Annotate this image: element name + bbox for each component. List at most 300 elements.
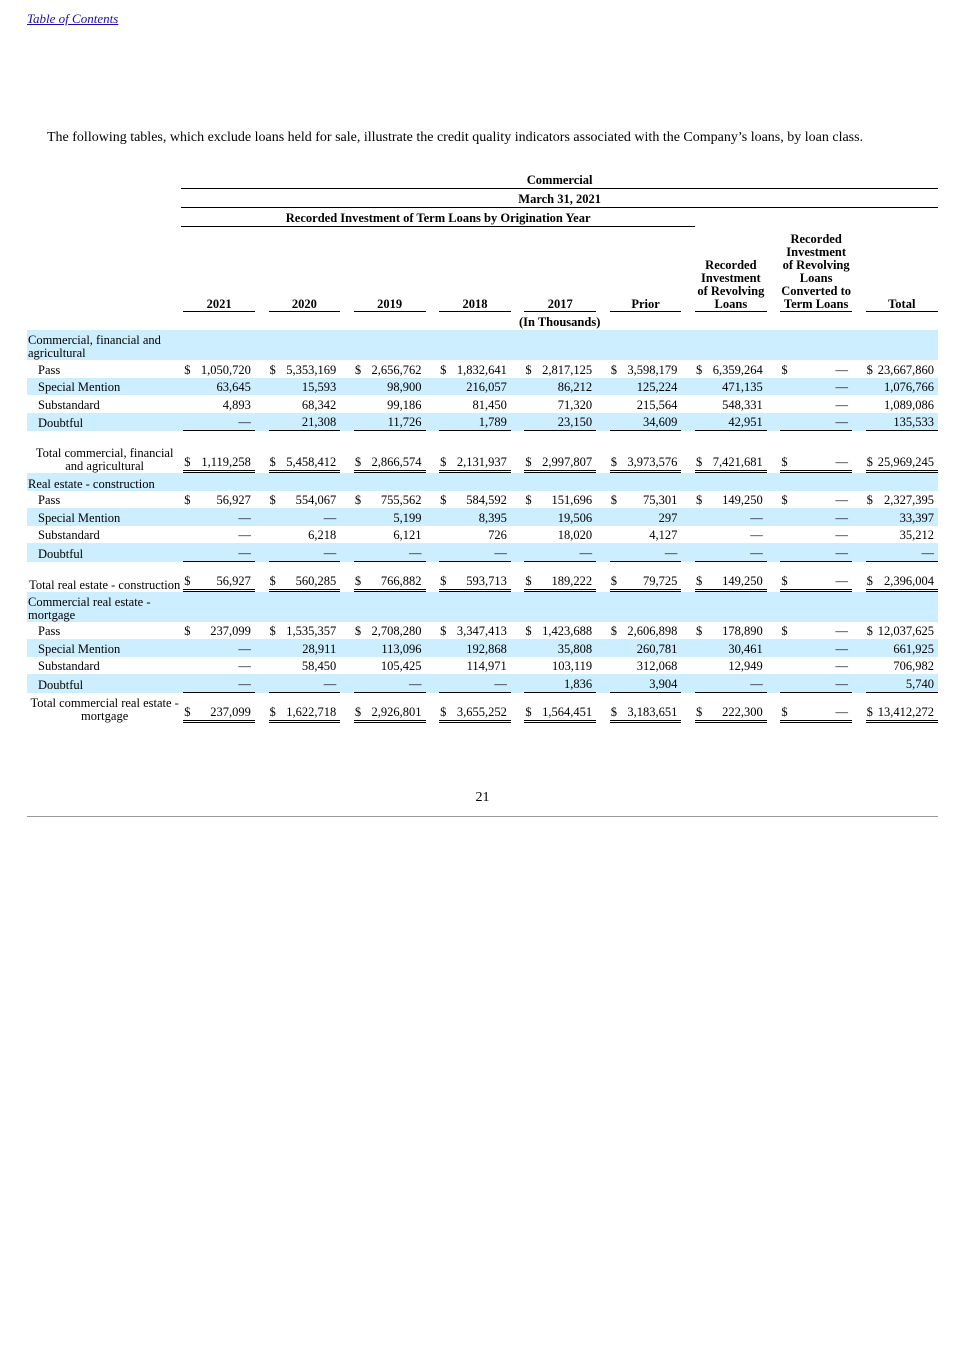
- row-label: Substandard: [38, 659, 100, 673]
- table-cell: 4,127: [649, 528, 678, 542]
- table-cell: —: [366, 543, 426, 562]
- dollar-sign: $: [610, 624, 617, 638]
- table-cell: 8,395: [451, 508, 511, 526]
- section-title: Commercial real estate - mortgage: [27, 592, 181, 622]
- dollar-sign: [866, 639, 878, 657]
- row-label: Substandard: [38, 528, 100, 542]
- dollar-sign: [610, 413, 622, 432]
- table-cell: —: [835, 397, 848, 412]
- dollar-sign: [866, 674, 878, 693]
- dollar-sign: $: [440, 493, 447, 507]
- dollar-sign: $: [269, 562, 281, 592]
- dollar-sign: [695, 508, 707, 526]
- dollar-sign: [354, 508, 366, 526]
- table-cell: 237,099: [210, 624, 251, 638]
- table-cell: —: [707, 543, 767, 562]
- table-cell: 18,020: [557, 528, 593, 542]
- dollar-sign: [780, 508, 792, 526]
- dollar-sign: [866, 395, 878, 413]
- table-cell: —: [238, 528, 251, 542]
- table-cell: 471,135: [707, 378, 767, 396]
- dollar-sign: [866, 657, 878, 675]
- dollar-sign: [524, 526, 536, 544]
- table-cell: 6,359,264: [712, 362, 763, 377]
- dollar-sign: [866, 543, 878, 562]
- total-cell: 149,250: [707, 562, 767, 592]
- dollar-sign: $: [695, 693, 707, 723]
- table-cell: 114,971: [466, 659, 507, 673]
- table-cell: 2,817,125: [542, 362, 593, 377]
- dollar-sign: [866, 526, 878, 544]
- credit-quality-table: [27, 170, 938, 723]
- table-cell: 33,397: [877, 508, 938, 526]
- table-cell: 1,423,688: [542, 624, 593, 638]
- table-cell: 1,089,086: [884, 397, 934, 412]
- table-cell: —: [195, 543, 255, 562]
- table-cell: —: [707, 674, 767, 693]
- table-cell: 99,186: [387, 397, 422, 412]
- dollar-sign: [354, 639, 366, 657]
- table-cell: 28,911: [280, 639, 340, 657]
- dollar-sign: [439, 395, 451, 413]
- dollar-sign: [183, 395, 195, 413]
- dollar-sign: [695, 526, 707, 544]
- table-cell: 178,890: [722, 624, 763, 638]
- dollar-sign: $: [354, 493, 362, 507]
- table-cell: 260,781: [622, 639, 682, 657]
- total-label: Total commercial, financial and agricultural: [35, 446, 174, 473]
- table-cell: 2,327,395: [884, 493, 934, 507]
- dollar-sign: [610, 639, 622, 657]
- table-cell: 661,925: [877, 639, 938, 657]
- table-cell: 149,250: [722, 493, 763, 507]
- total-cell: 222,300: [707, 693, 767, 723]
- dollar-sign: [354, 543, 366, 562]
- dollar-sign: [524, 378, 536, 396]
- dollar-sign: [439, 674, 451, 693]
- table-cell: —: [835, 528, 848, 542]
- total-cell: 2,997,807: [536, 431, 596, 473]
- table-cell: —: [792, 378, 852, 396]
- total-cell: 2,866,574: [366, 431, 426, 473]
- table-cell: 12,037,625: [877, 624, 934, 638]
- table-cell: 215,564: [636, 397, 678, 412]
- dollar-sign: [695, 657, 707, 675]
- term-loans-group-header: Recorded Investment of Term Loans by Origination Year: [181, 208, 695, 227]
- total-cell: 1,622,718: [280, 693, 340, 723]
- table-cell: 312,068: [636, 659, 678, 673]
- table-cell: 554,067: [295, 493, 337, 507]
- table-row: [27, 657, 938, 675]
- total-cell: —: [792, 562, 852, 592]
- intro-paragraph: The following tables, which exclude loans held for sale, illustrate the credit quality indicators associated with the Company’s loans, by loan class.: [47, 130, 864, 145]
- dollar-sign: [524, 413, 536, 432]
- dollar-sign: $: [610, 362, 617, 377]
- table-cell: —: [877, 543, 938, 562]
- section-title-row: [27, 473, 938, 491]
- dollar-sign: $: [866, 624, 873, 638]
- total-cell: —: [792, 431, 852, 473]
- dollar-sign: [183, 543, 195, 562]
- table-cell: —: [280, 543, 340, 562]
- column-header-6: Recorded Investment of Revolving Loans: [695, 227, 767, 312]
- dollar-sign: [695, 413, 707, 432]
- dollar-sign: $: [696, 624, 703, 638]
- dollar-sign: [439, 413, 451, 432]
- total-cell: 3,973,576: [622, 431, 682, 473]
- dollar-sign: $: [354, 624, 362, 638]
- table-cell: 1,832,641: [456, 362, 507, 377]
- table-cell: 755,562: [380, 493, 422, 507]
- table-row: [27, 395, 938, 413]
- dollar-sign: $: [354, 562, 366, 592]
- table-cell: —: [366, 674, 426, 693]
- dollar-sign: [439, 526, 451, 544]
- table-cell: 1,076,766: [877, 378, 938, 396]
- dollar-sign: [354, 674, 366, 693]
- table-cell: —: [195, 639, 255, 657]
- column-header-3: 2018: [439, 227, 511, 312]
- total-cell: 13,412,272: [877, 693, 938, 723]
- dollar-sign: [439, 508, 451, 526]
- table-row: [27, 378, 938, 396]
- column-header-0: 2021: [183, 227, 255, 312]
- section-title: Commercial, financial and agricultural: [27, 330, 181, 360]
- dollar-sign: [183, 674, 195, 693]
- dollar-sign: $: [525, 362, 532, 377]
- dollar-sign: $: [354, 693, 366, 723]
- table-cell: 151,696: [551, 493, 593, 507]
- dollar-sign: $: [781, 362, 788, 377]
- total-cell: —: [792, 693, 852, 723]
- total-label: Total real estate - construction: [29, 577, 181, 592]
- dollar-sign: $: [354, 362, 362, 377]
- dollar-sign: [439, 639, 451, 657]
- dollar-sign: [866, 508, 878, 526]
- table-cell: —: [622, 543, 682, 562]
- table-cell: —: [451, 674, 511, 693]
- row-label: Special Mention: [27, 378, 181, 396]
- total-cell: 56,927: [195, 562, 255, 592]
- table-cell: 5,199: [366, 508, 426, 526]
- dollar-sign: $: [866, 693, 878, 723]
- column-header-2: 2019: [354, 227, 426, 312]
- dollar-sign: [183, 657, 195, 675]
- dollar-sign: $: [183, 693, 195, 723]
- table-cell: 105,425: [380, 659, 422, 673]
- dollar-sign: [269, 639, 281, 657]
- dollar-sign: $: [781, 624, 788, 638]
- table-cell: —: [835, 659, 848, 673]
- segment-header: Commercial: [181, 170, 938, 189]
- row-label: Pass: [38, 624, 61, 638]
- table-cell: 15,593: [280, 378, 340, 396]
- dollar-sign: $: [866, 362, 873, 377]
- dollar-sign: [524, 395, 536, 413]
- table-row: [27, 508, 938, 526]
- dollar-sign: [524, 657, 536, 675]
- dollar-sign: [610, 508, 622, 526]
- table-cell: 726: [488, 528, 507, 542]
- table-row: [27, 491, 938, 509]
- dollar-sign: [780, 395, 792, 413]
- total-row: [27, 693, 938, 723]
- table-cell: —: [195, 508, 255, 526]
- table-cell: 23,667,860: [877, 362, 934, 377]
- row-label: Pass: [38, 493, 61, 507]
- table-of-contents-link[interactable]: Table of Contents: [27, 11, 119, 26]
- dollar-sign: $: [524, 431, 536, 473]
- table-cell: —: [750, 528, 763, 542]
- dollar-sign: $: [780, 562, 792, 592]
- total-cell: 2,926,801: [366, 693, 426, 723]
- total-cell: 2,131,937: [451, 431, 511, 473]
- table-cell: —: [195, 413, 255, 432]
- table-cell: —: [792, 639, 852, 657]
- dollar-sign: [183, 508, 195, 526]
- total-cell: 3,183,651: [622, 693, 682, 723]
- table-cell: 2,606,898: [627, 624, 678, 638]
- dollar-sign: [610, 657, 622, 675]
- row-label: Doubtful: [27, 674, 181, 693]
- dollar-sign: $: [524, 562, 536, 592]
- table-cell: 297: [622, 508, 682, 526]
- table-row: [27, 526, 938, 544]
- table-row: [27, 543, 938, 562]
- dollar-sign: [269, 378, 281, 396]
- table-cell: —: [792, 543, 852, 562]
- table-cell: —: [835, 493, 848, 507]
- dollar-sign: [695, 378, 707, 396]
- dollar-sign: [354, 378, 366, 396]
- table-cell: 1,836: [536, 674, 596, 693]
- table-cell: 63,645: [195, 378, 255, 396]
- total-cell: 25,969,245: [877, 431, 938, 473]
- column-header-1: 2020: [269, 227, 341, 312]
- table-cell: 3,598,179: [627, 362, 678, 377]
- dollar-sign: [183, 378, 195, 396]
- table-cell: —: [792, 674, 852, 693]
- row-label: Special Mention: [27, 508, 181, 526]
- dollar-sign: [695, 395, 707, 413]
- dollar-sign: $: [269, 493, 276, 507]
- dollar-sign: $: [525, 493, 532, 507]
- dollar-sign: [269, 508, 281, 526]
- table-cell: 35,212: [899, 528, 934, 542]
- dollar-sign: [780, 526, 792, 544]
- total-cell: 7,421,681: [707, 431, 767, 473]
- column-header-5: Prior: [610, 227, 682, 312]
- dollar-sign: $: [866, 562, 878, 592]
- table-cell: 21,308: [280, 413, 340, 432]
- table-cell: 81,450: [472, 397, 507, 412]
- table-cell: 98,900: [366, 378, 426, 396]
- column-header-7: Recorded Investment of Revolving Loans Converted to Term Loans: [780, 227, 852, 312]
- table-cell: —: [238, 659, 251, 673]
- table-row: [27, 360, 938, 378]
- dollar-sign: [695, 674, 707, 693]
- dollar-sign: $: [610, 693, 622, 723]
- table-cell: 5,353,169: [286, 362, 337, 377]
- table-cell: —: [280, 508, 340, 526]
- total-cell: 1,119,258: [195, 431, 255, 473]
- units-header: (In Thousands): [518, 315, 601, 329]
- dollar-sign: $: [439, 562, 451, 592]
- table-cell: 113,096: [366, 639, 426, 657]
- dollar-sign: [610, 543, 622, 562]
- dollar-sign: [610, 395, 622, 413]
- table-cell: 135,533: [877, 413, 938, 432]
- dollar-sign: [524, 508, 536, 526]
- total-cell: 5,458,412: [280, 431, 340, 473]
- table-cell: 4,893: [222, 397, 251, 412]
- dollar-sign: [610, 378, 622, 396]
- dollar-sign: $: [439, 693, 451, 723]
- dollar-sign: [524, 674, 536, 693]
- row-label: Pass: [38, 362, 61, 377]
- table-cell: 125,224: [622, 378, 682, 396]
- section-title: Real estate - construction: [27, 473, 181, 491]
- dollar-sign: $: [440, 624, 447, 638]
- table-cell: 11,726: [366, 413, 426, 432]
- dollar-sign: [439, 378, 451, 396]
- section-title-row: [27, 592, 938, 622]
- table-row: [27, 674, 938, 693]
- table-cell: 1,535,357: [286, 624, 337, 638]
- table-cell: —: [835, 362, 848, 377]
- table-row: [27, 413, 938, 432]
- table-cell: 216,057: [451, 378, 511, 396]
- dollar-sign: $: [696, 362, 703, 377]
- dollar-sign: [695, 543, 707, 562]
- total-cell: 237,099: [195, 693, 255, 723]
- section-title-row: [27, 330, 938, 360]
- total-cell: 189,222: [536, 562, 596, 592]
- table-cell: —: [536, 543, 596, 562]
- total-cell: 766,882: [366, 562, 426, 592]
- table-cell: 6,218: [308, 528, 337, 542]
- table-cell: 584,592: [466, 493, 507, 507]
- dollar-sign: [269, 413, 281, 432]
- table-cell: 3,904: [622, 674, 682, 693]
- table-cell: 1,050,720: [200, 362, 251, 377]
- total-row: [27, 431, 938, 473]
- table-cell: 23,150: [536, 413, 596, 432]
- table-cell: 42,951: [707, 413, 767, 432]
- dollar-sign: [354, 413, 366, 432]
- dollar-sign: [610, 526, 622, 544]
- total-row: [27, 562, 938, 592]
- dollar-sign: $: [866, 493, 873, 507]
- column-header-4: 2017: [524, 227, 596, 312]
- dollar-sign: $: [696, 493, 703, 507]
- dollar-sign: $: [269, 624, 276, 638]
- column-header-8: Total: [866, 227, 938, 312]
- table-cell: 75,301: [643, 493, 678, 507]
- total-cell: 79,725: [622, 562, 682, 592]
- dollar-sign: $: [695, 562, 707, 592]
- dollar-sign: [439, 543, 451, 562]
- table-cell: 548,331: [722, 397, 763, 412]
- dollar-sign: [269, 674, 281, 693]
- table-cell: 30,461: [707, 639, 767, 657]
- dollar-sign: $: [524, 693, 536, 723]
- dollar-sign: $: [184, 493, 191, 507]
- total-cell: 2,396,004: [877, 562, 938, 592]
- dollar-sign: [780, 378, 792, 396]
- dollar-sign: $: [354, 431, 366, 473]
- dollar-sign: [780, 657, 792, 675]
- dollar-sign: $: [269, 431, 281, 473]
- table-cell: —: [451, 543, 511, 562]
- table-cell: 3,347,413: [456, 624, 507, 638]
- dollar-sign: [183, 526, 195, 544]
- row-label: Doubtful: [27, 543, 181, 562]
- table-cell: 192,868: [451, 639, 511, 657]
- total-cell: 1,564,451: [536, 693, 596, 723]
- dollar-sign: [354, 526, 366, 544]
- table-cell: 706,982: [893, 659, 934, 673]
- row-label: Special Mention: [27, 639, 181, 657]
- dollar-sign: $: [439, 431, 451, 473]
- dollar-sign: [780, 674, 792, 693]
- table-cell: —: [195, 674, 255, 693]
- dollar-sign: [524, 639, 536, 657]
- total-cell: 3,655,252: [451, 693, 511, 723]
- dollar-sign: [866, 413, 878, 432]
- table-cell: 68,342: [301, 397, 337, 412]
- date-header: March 31, 2021: [181, 189, 938, 208]
- dollar-sign: [269, 543, 281, 562]
- dollar-sign: $: [610, 493, 617, 507]
- table-cell: —: [835, 624, 848, 638]
- dollar-sign: [610, 674, 622, 693]
- table-cell: 5,740: [877, 674, 938, 693]
- dollar-sign: [439, 657, 451, 675]
- dollar-sign: $: [183, 562, 195, 592]
- dollar-sign: $: [610, 562, 622, 592]
- table-cell: 19,506: [536, 508, 596, 526]
- dollar-sign: [780, 413, 792, 432]
- dollar-sign: [354, 395, 366, 413]
- dollar-sign: [269, 657, 281, 675]
- dollar-sign: $: [440, 362, 447, 377]
- dollar-sign: $: [866, 431, 878, 473]
- table-cell: 71,320: [557, 397, 593, 412]
- footer-rule: [27, 816, 938, 817]
- dollar-sign: $: [184, 362, 191, 377]
- dollar-sign: $: [269, 693, 281, 723]
- table-row: [27, 639, 938, 657]
- dollar-sign: $: [610, 431, 622, 473]
- dollar-sign: [695, 639, 707, 657]
- table-cell: —: [707, 508, 767, 526]
- table-cell: 56,927: [216, 493, 251, 507]
- table-cell: 103,119: [551, 659, 593, 673]
- dollar-sign: $: [781, 493, 788, 507]
- total-label: Total commercial real estate - mortgage: [30, 695, 179, 723]
- dollar-sign: [780, 639, 792, 657]
- dollar-sign: [269, 395, 281, 413]
- dollar-sign: $: [525, 624, 532, 638]
- table-cell: 2,708,280: [371, 624, 422, 638]
- page-number: 21: [475, 790, 490, 805]
- row-label: Doubtful: [27, 413, 181, 432]
- table-cell: 34,609: [622, 413, 682, 432]
- dollar-sign: $: [184, 624, 191, 638]
- total-cell: 593,713: [451, 562, 511, 592]
- table-cell: —: [792, 508, 852, 526]
